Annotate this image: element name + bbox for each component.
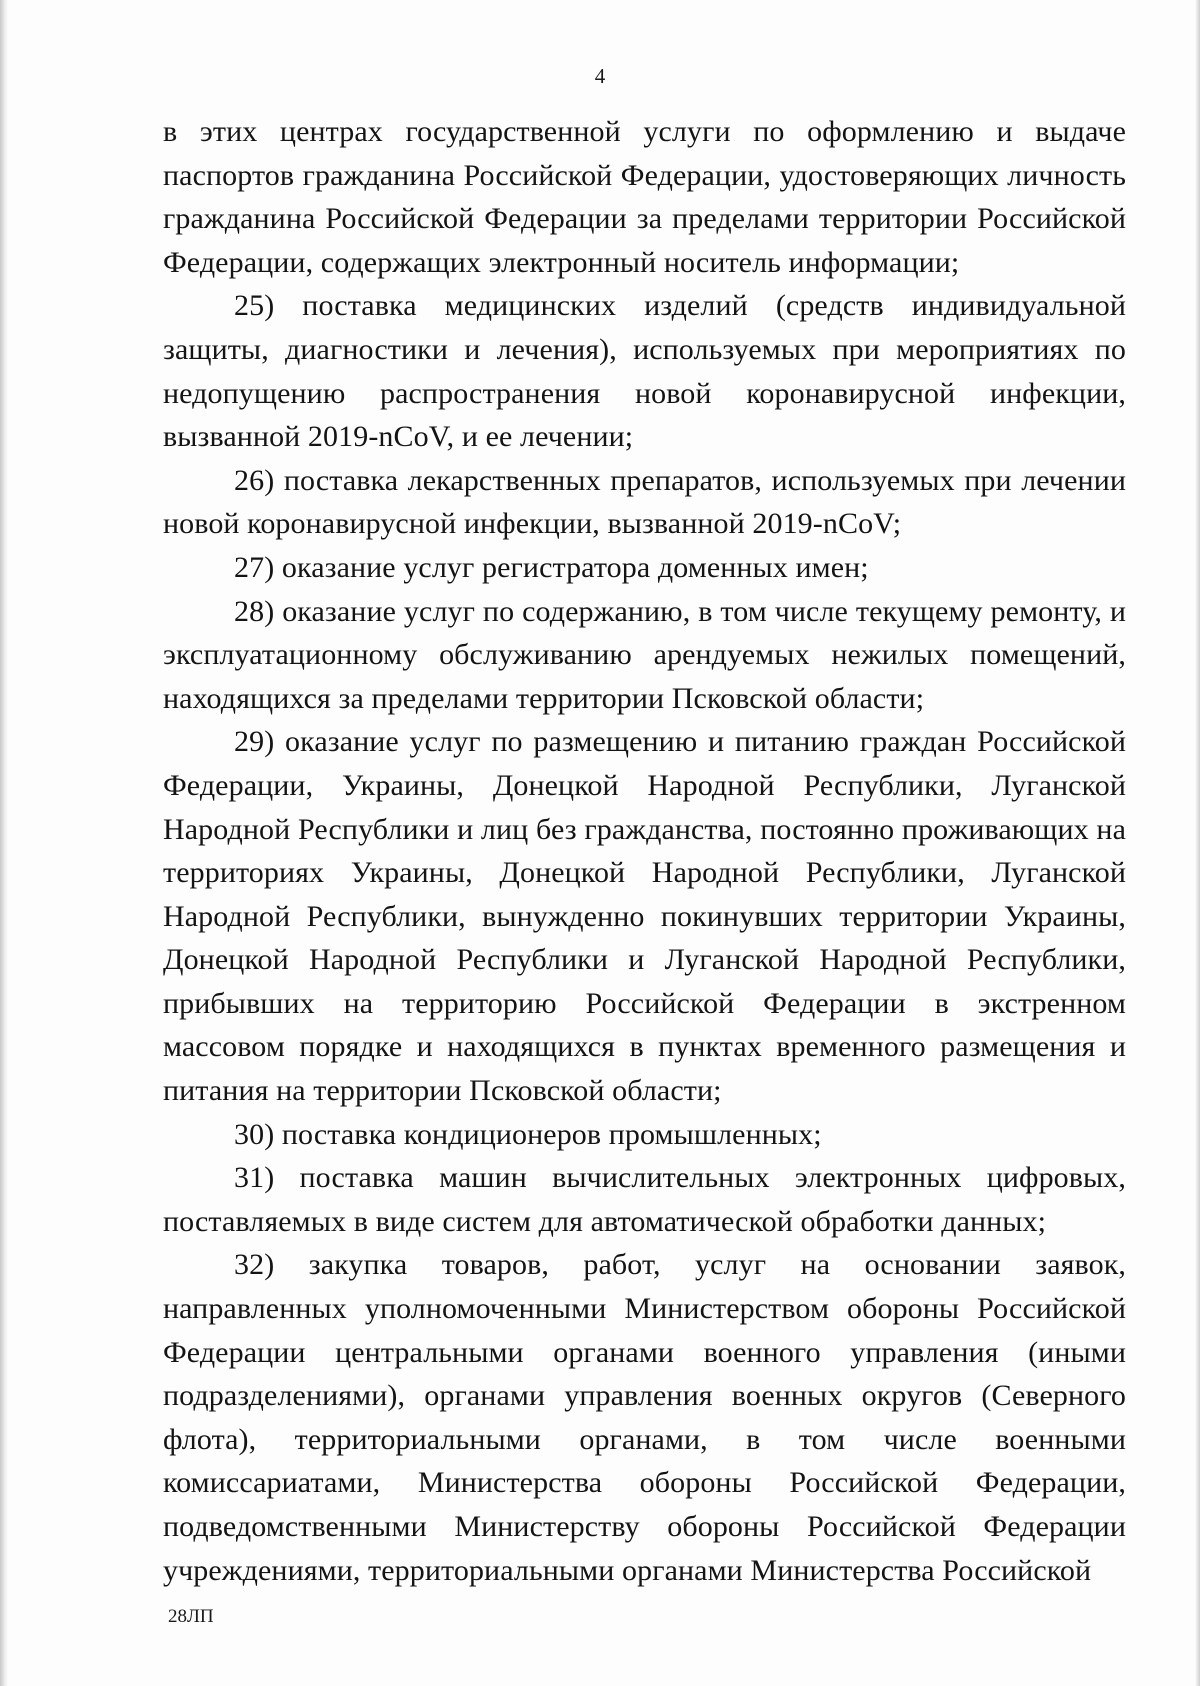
paragraph-item-26: 26) поставка лекарственных препаратов, используемых при лечении новой коронавирусной инфекции, вызванной 2019-nCoV; <box>163 463 1126 541</box>
scan-right-edge <box>1195 0 1200 1686</box>
paragraph-item-27: 27) оказание услуг регистратора доменных имен; <box>234 550 869 584</box>
paragraph-item-32: 32) закупка товаров, работ, услуг на основании заявок, направленных уполномоченными Министерством обороны Российской Федерации центральными органами военного управления (иными подразделениями), органами управления военных округов (Северного флота), территориальными органами, в том числе военными комиссариатами, Министерства обороны Российской Федерации, подведомственными Министерству обороны Российской Федерации учреждениями, территориальными органами Министерства Российской <box>163 1248 1126 1587</box>
document-code: 28ЛП <box>168 1606 214 1627</box>
paragraph-continuation: в этих центрах государственной услуги по оформлению и выдаче паспортов гражданина Российской Федерации, удостоверяющих личность гражданина Российской Федерации за пределами территории Российской Федерации, содержащих электронный носитель информации; <box>163 115 1126 279</box>
scan-left-edge <box>0 0 8 1686</box>
paragraph-item-30: 30) поставка кондиционеров промышленных; <box>234 1117 822 1151</box>
paragraph-item-28: 28) оказание услуг по содержанию, в том числе текущему ремонту, и эксплуатационному обслуживанию арендуемых нежилых помещений, находящихся за пределами территории Псковской области; <box>163 594 1126 715</box>
paragraph-item-29: 29) оказание услуг по размещению и питанию граждан Российской Федерации, Украины, Донецкой Народной Республики, Луганской Народной Республики и лиц без гражданства, постоянно проживающих на территориях Украины, Донецкой Народной Республики, Луганской Народной Республики, вынужденно покинувших территории Украины, Донецкой Народной Республики и Луганской Народной Республики, прибывших на территорию Российской Федерации в экстренном массовом порядке и находящихся в пунктах временного размещения и питания на территории Псковской области; <box>163 725 1126 1108</box>
page-number: 4 <box>594 64 606 88</box>
paragraph-item-31: 31) поставка машин вычислительных электронных цифровых, поставляемых в виде систем для автоматической обработки данных; <box>163 1161 1126 1238</box>
document-body <box>163 110 1126 1592</box>
paragraph-item-25: 25) поставка медицинских изделий (средств индивидуальной защиты, диагностики и лечения), используемых при мероприятиях по недопущению распространения новой коронавирусной инфекции, вызванной 2019-nCoV, и ее лечении; <box>163 289 1126 454</box>
